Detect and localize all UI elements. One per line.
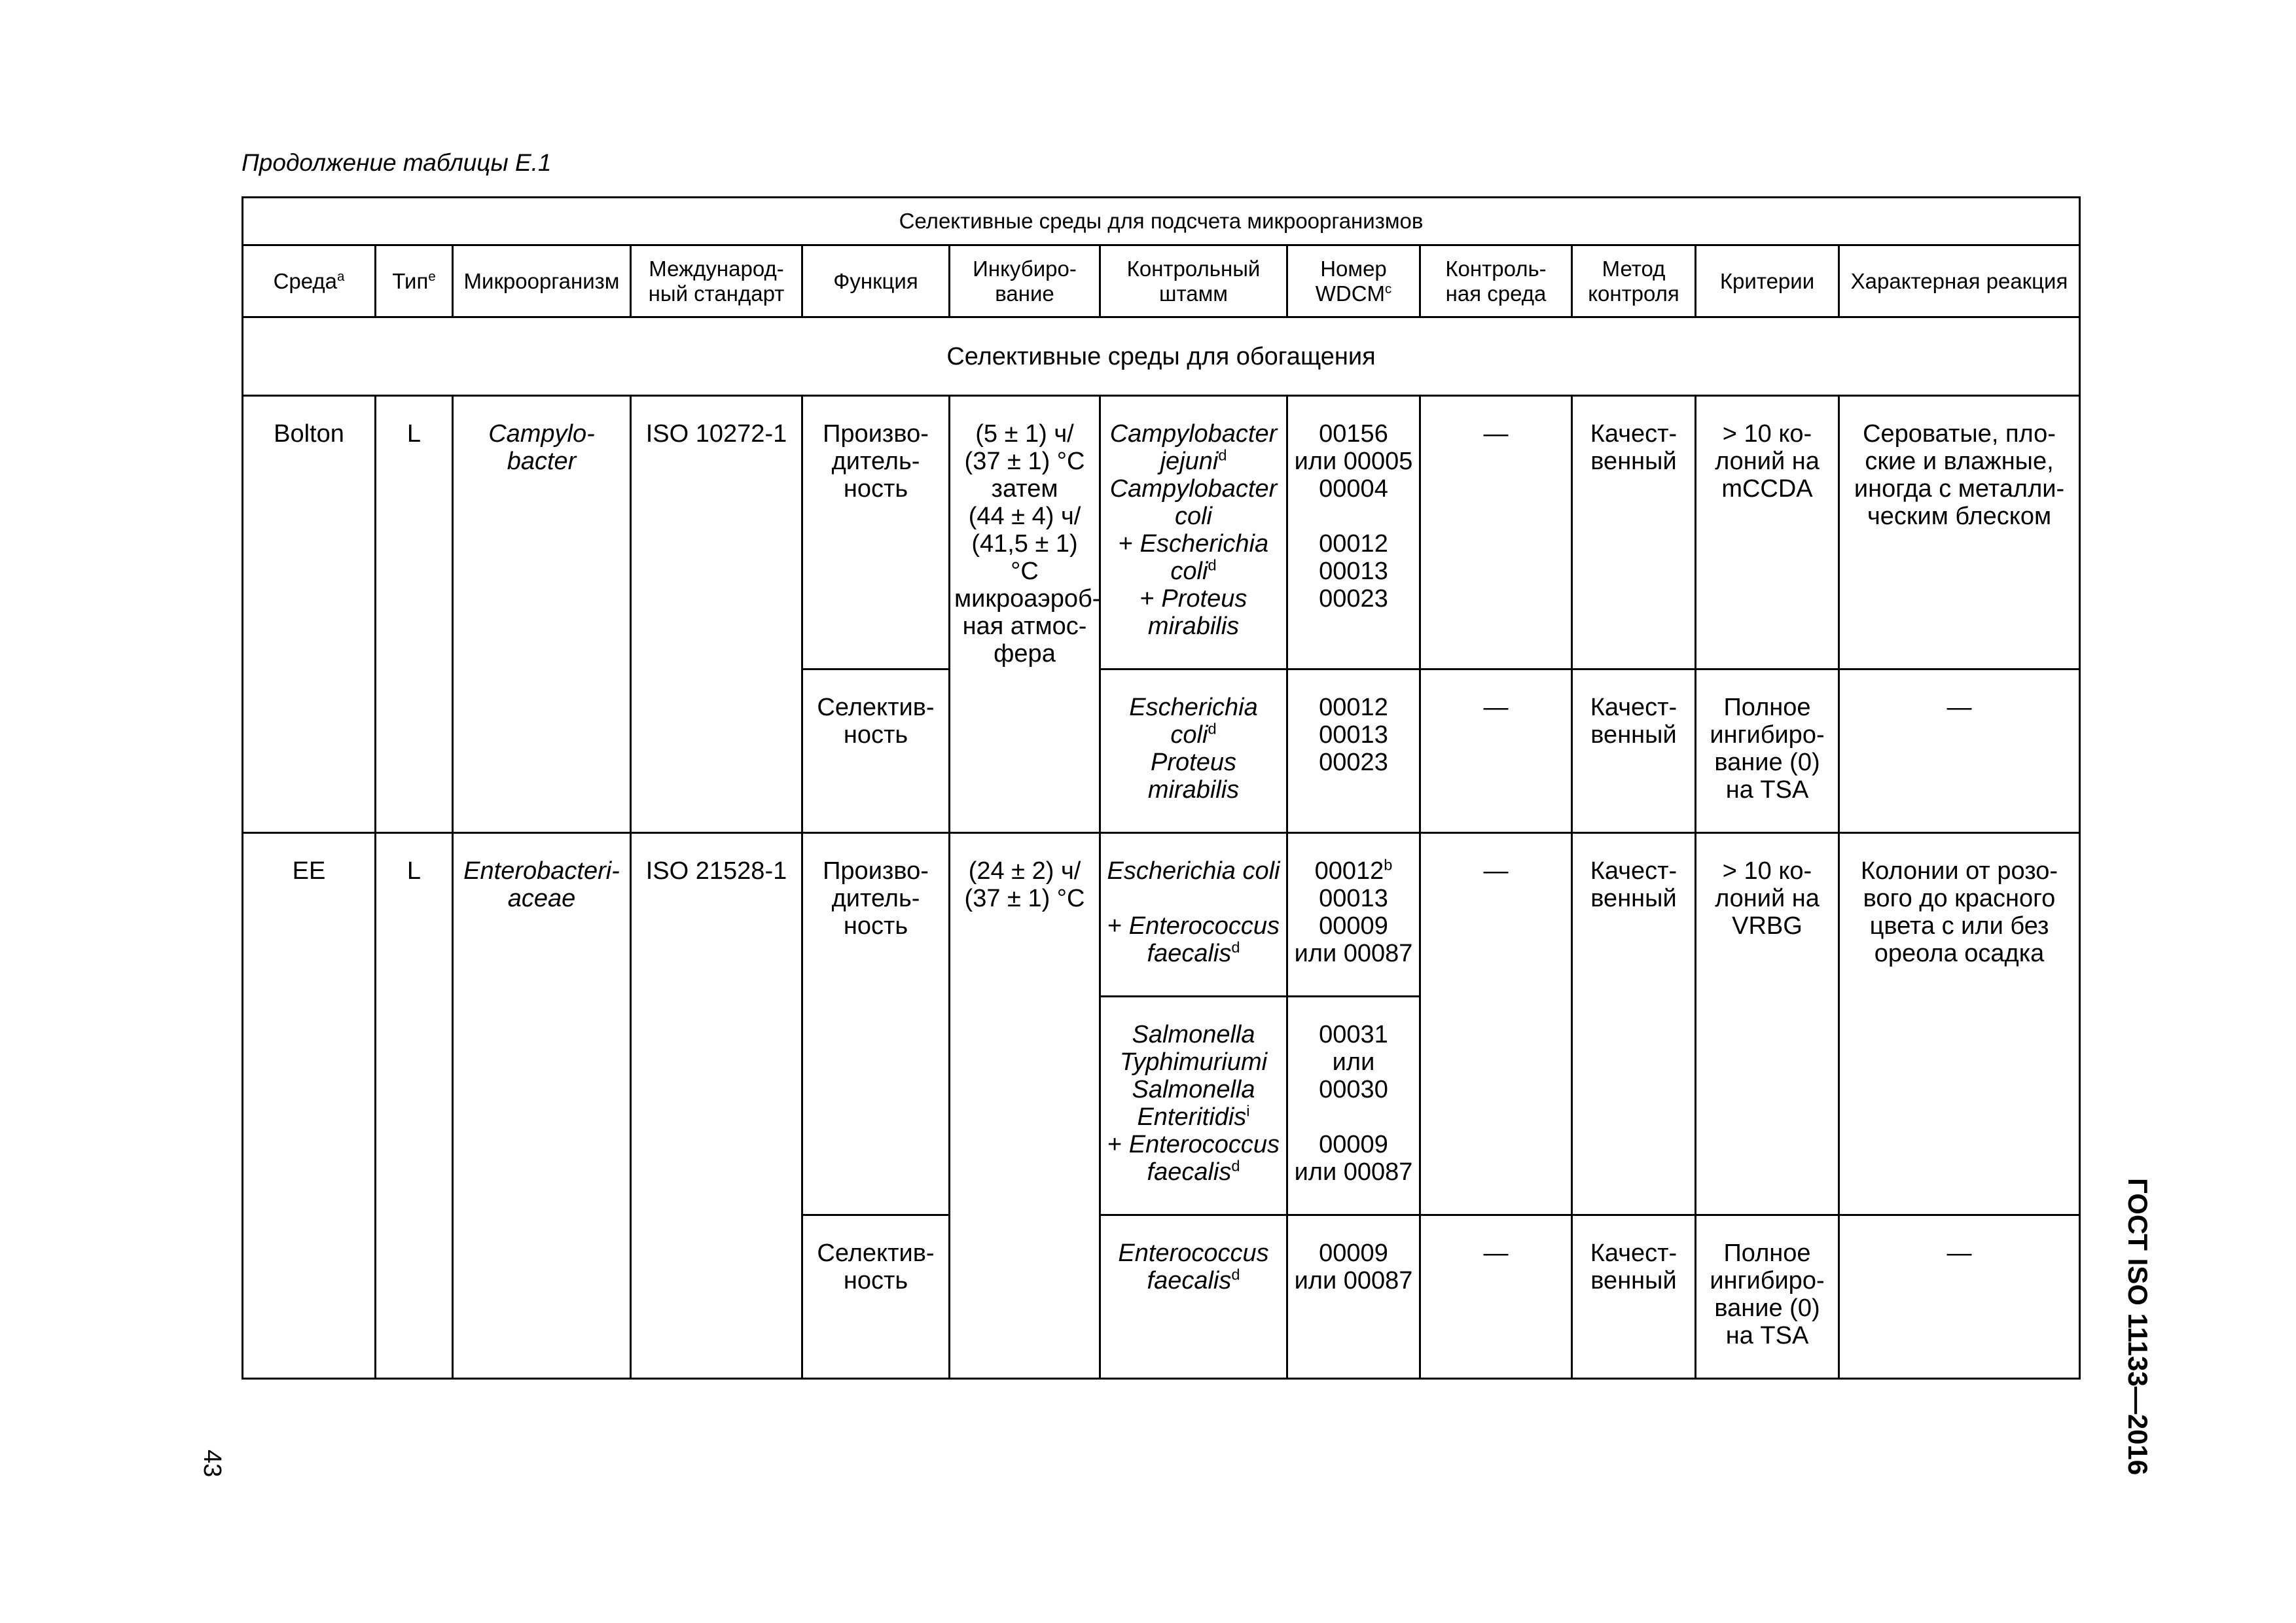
microorganism-cell: Enterobacteri- aceae xyxy=(453,833,631,1379)
table-row xyxy=(243,833,2080,997)
microorganism-cell: Campylo- bacter xyxy=(453,396,631,833)
section-row xyxy=(243,317,2080,396)
function-cell: Произво- дитель- ность xyxy=(802,833,950,1215)
control-strain-cell: Enterococcus faecalis$^d$ xyxy=(1100,1215,1287,1379)
control-strain-cell: Salmonella Typhimuriumi Salmonella Enteritidis$^i$ + Enterococcus faecalis$^d$ xyxy=(1100,997,1287,1215)
header-reaction: Характерная реакция xyxy=(1839,245,2080,317)
media-table xyxy=(242,196,2081,1380)
criteria-cell: > 10 ко- лоний на mCCDA xyxy=(1696,396,1839,669)
reaction-cell: — xyxy=(1839,1215,2080,1379)
function-cell: Селектив- ность xyxy=(802,669,950,833)
header-control-strain: Контрольный штамм xyxy=(1100,245,1287,317)
incubation-cell: (24 ± 2) ч/ (37 ± 1) °C xyxy=(950,833,1100,1379)
header-criteria: Критерии xyxy=(1696,245,1839,317)
reaction-cell: Колонии от розо- вого до красного цвета с или без ореола осадка xyxy=(1839,833,2080,1215)
control-strain-cell: Escherichia coli + Enterococcus faecalis$^d$ xyxy=(1100,833,1287,997)
table-title-row xyxy=(243,198,2080,245)
criteria-cell: Полное ингибиро- вание (0) на TSA xyxy=(1696,669,1839,833)
table-title: Селективные среды для подсчета микроорганизмов xyxy=(243,198,2080,245)
control-medium-cell: — xyxy=(1420,1215,1572,1379)
function-cell: Селектив- ность xyxy=(802,1215,950,1379)
table-caption: Продолжение таблицы Е.1 xyxy=(242,149,552,176)
page-number: 43 xyxy=(198,1450,226,1478)
wdcm-cell: 00031 или 00030 00009 или 00087 xyxy=(1287,997,1420,1215)
control-strain-cell: Escherichia coli$^d$ Proteus mirabilis xyxy=(1100,669,1287,833)
header-wdcm: Номер WDCM$^c$ xyxy=(1287,245,1420,317)
standard-cell: ISO 21528-1 xyxy=(631,833,802,1379)
type-cell: L xyxy=(376,833,453,1379)
criteria-cell: > 10 ко- лоний на VRBG xyxy=(1696,833,1839,1215)
wdcm-cell: 00012$^b$ 00013 00009 или 00087 xyxy=(1287,833,1420,997)
control-method-cell: Качест- венный xyxy=(1572,1215,1696,1379)
header-microorganism: Микроорганизм xyxy=(453,245,631,317)
reaction-cell: Сероватые, пло- ские и влажные, иногда с металли- ческим блеском xyxy=(1839,396,2080,669)
control-medium-cell: — xyxy=(1420,833,1572,1215)
medium-cell: EE xyxy=(243,833,376,1379)
function-cell: Произво- дитель- ность xyxy=(802,396,950,669)
control-strain-cell: Campylobacter jejuni$^d$ Campylobacter coli + Escherichia coli$^d$ + Proteus mirabilis xyxy=(1100,396,1287,669)
incubation-cell: (5 ± 1) ч/ (37 ± 1) °C затем (44 ± 4) ч/ (41,5 ± 1) °C микроаэроб- ная атмос- фера xyxy=(950,396,1100,833)
criteria-cell: Полное ингибиро- вание (0) на TSA xyxy=(1696,1215,1839,1379)
wdcm-cell: 00012 00013 00023 xyxy=(1287,669,1420,833)
header-type: Тип$^e$ xyxy=(376,245,453,317)
header-incubation: Инкубиро- вание xyxy=(950,245,1100,317)
header-row xyxy=(243,245,2080,317)
table-row xyxy=(243,396,2080,669)
wdcm-cell: 00009 или 00087 xyxy=(1287,1215,1420,1379)
standard-designation: ГОСТ ISO 11133—2016 xyxy=(2123,1178,2153,1476)
type-cell: L xyxy=(376,396,453,833)
section-title: Селективные среды для обогащения xyxy=(243,317,2080,396)
header-control-method: Метод контроля xyxy=(1572,245,1696,317)
control-method-cell: Качест- венный xyxy=(1572,833,1696,1215)
header-control-medium: Контроль- ная среда xyxy=(1420,245,1572,317)
header-function: Функция xyxy=(802,245,950,317)
control-medium-cell: — xyxy=(1420,669,1572,833)
standard-cell: ISO 10272-1 xyxy=(631,396,802,833)
header-standard: Международ- ный стандарт xyxy=(631,245,802,317)
control-method-cell: Качест- венный xyxy=(1572,669,1696,833)
wdcm-cell: 00156 или 00005 00004 00012 00013 00023 xyxy=(1287,396,1420,669)
control-method-cell: Качест- венный xyxy=(1572,396,1696,669)
medium-cell: Bolton xyxy=(243,396,376,833)
header-medium: Среда$^a$ xyxy=(243,245,376,317)
reaction-cell: — xyxy=(1839,669,2080,833)
control-medium-cell: — xyxy=(1420,396,1572,669)
